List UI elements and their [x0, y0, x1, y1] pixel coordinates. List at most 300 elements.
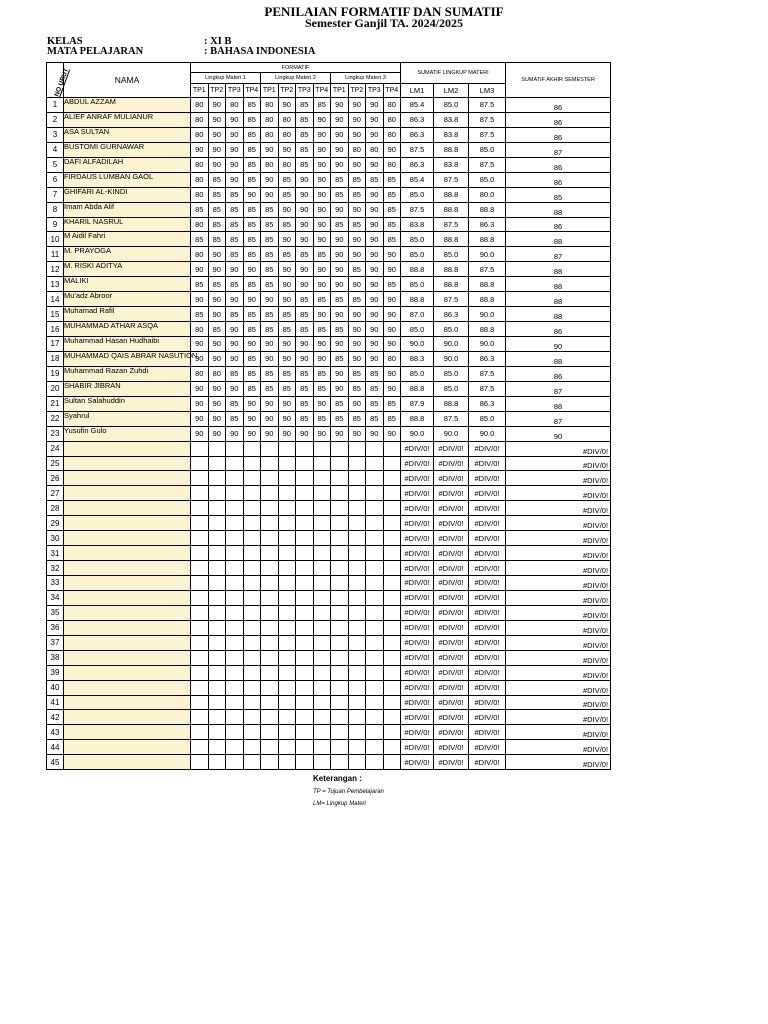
tp-score: 90 [348, 396, 366, 411]
tp-score: 80 [383, 98, 401, 113]
tp-score: 85 [261, 307, 279, 322]
tp-score: 90 [208, 351, 226, 366]
tp-score-empty [278, 695, 296, 710]
row-number: 32 [47, 561, 64, 576]
tp-score-empty [226, 695, 244, 710]
lm3-header: LM3 [469, 84, 506, 98]
tp-score: 90 [208, 337, 226, 352]
tp-score-empty [226, 710, 244, 725]
tp-score-empty [366, 755, 384, 770]
tp-score-empty [243, 710, 261, 725]
tp-score: 90 [226, 157, 244, 172]
tp-score-empty [208, 516, 226, 531]
tp-score-empty [331, 590, 349, 605]
tp-score-empty [261, 471, 279, 486]
tp-score: 85 [296, 322, 314, 337]
tp-score-empty [296, 516, 314, 531]
lm-error: #DIV/0! [434, 441, 469, 456]
tp-score-empty [191, 680, 209, 695]
row-number: 40 [47, 680, 64, 695]
row-number: 43 [47, 725, 64, 740]
lm-score: 88.8 [434, 187, 469, 202]
tp-score: 90 [243, 187, 261, 202]
table-row-empty [47, 590, 611, 605]
tp-score: 90 [208, 411, 226, 426]
tp-score: 85 [226, 247, 244, 262]
tp-score: 90 [243, 292, 261, 307]
row-number: 22 [47, 411, 64, 426]
tp-score-empty [348, 755, 366, 770]
tp-score: 90 [331, 381, 349, 396]
row-number: 15 [47, 307, 64, 322]
tp-score-empty [261, 590, 279, 605]
tp-score-empty [278, 635, 296, 650]
lm-score: 86.3 [401, 112, 434, 127]
student-name-empty [64, 740, 191, 755]
tp-score-empty [191, 531, 209, 546]
row-number: 44 [47, 740, 64, 755]
lm-score: 80.0 [469, 187, 506, 202]
tp-score: 90 [348, 112, 366, 127]
lm-error: #DIV/0! [434, 590, 469, 605]
tp-score-empty [191, 471, 209, 486]
tp-score: 85 [278, 366, 296, 381]
student-name: Sultan Salahuddin [64, 396, 191, 411]
tp-score-empty [226, 576, 244, 591]
tp-score-empty [278, 605, 296, 620]
tp-score-empty [243, 680, 261, 695]
tp-score: 90 [348, 322, 366, 337]
lm-score: 85.0 [401, 366, 434, 381]
tp-score-empty [348, 546, 366, 561]
row-number: 4 [47, 142, 64, 157]
tp-score: 90 [296, 187, 314, 202]
tp-score-empty [383, 680, 401, 695]
tp-score-empty [261, 531, 279, 546]
tp-score: 85 [278, 217, 296, 232]
lm-error: #DIV/0! [469, 665, 506, 680]
tp-score: 85 [278, 172, 296, 187]
tp-score: 85 [383, 232, 401, 247]
tp-score: 85 [331, 187, 349, 202]
tp-score: 80 [278, 157, 296, 172]
tp-score: 85 [331, 292, 349, 307]
tp-score: 85 [226, 277, 244, 292]
tp-score: 90 [348, 202, 366, 217]
tp-score: 90 [191, 262, 209, 277]
tp-score: 90 [313, 277, 331, 292]
tp-score: 90 [366, 262, 384, 277]
tp-score-empty [226, 471, 244, 486]
tp-score-empty [348, 650, 366, 665]
tp-score-empty [261, 516, 279, 531]
tp-score: 85 [208, 322, 226, 337]
row-number: 42 [47, 710, 64, 725]
tp-score: 85 [261, 381, 279, 396]
lm-error: #DIV/0! [434, 486, 469, 501]
tp-score: 90 [366, 351, 384, 366]
lm-error: #DIV/0! [401, 605, 434, 620]
table-row [47, 307, 611, 322]
tp-score-empty [296, 620, 314, 635]
tp-header: TP2 [348, 84, 366, 98]
tp-score-empty [296, 441, 314, 456]
tp-score-empty [296, 605, 314, 620]
lm-error: #DIV/0! [434, 635, 469, 650]
lm-score: 87.5 [434, 217, 469, 232]
tp-score: 90 [366, 277, 384, 292]
tp-score: 90 [331, 157, 349, 172]
table-row [47, 366, 611, 381]
tp-score: 90 [278, 426, 296, 441]
student-name-empty [64, 561, 191, 576]
lm-score: 85.4 [401, 98, 434, 113]
tp-score: 90 [191, 292, 209, 307]
tp-score: 90 [208, 98, 226, 113]
tp-score-empty [296, 680, 314, 695]
lm-error: #DIV/0! [401, 441, 434, 456]
tp-header: TP1 [331, 84, 349, 98]
row-number: 7 [47, 187, 64, 202]
tp-score: 90 [366, 187, 384, 202]
tp-score-empty [331, 710, 349, 725]
lm-score: 85.0 [469, 172, 506, 187]
tp-score-empty [243, 576, 261, 591]
tp-score-empty [226, 755, 244, 770]
tp-score: 80 [261, 127, 279, 142]
lm-error: #DIV/0! [401, 590, 434, 605]
tp-score-empty [366, 725, 384, 740]
row-number: 36 [47, 620, 64, 635]
tp-score: 90 [313, 232, 331, 247]
lm-error: #DIV/0! [469, 486, 506, 501]
row-number: 17 [47, 337, 64, 352]
mapel-value: : BAHASA INDONESIA [204, 46, 316, 57]
tp-score-empty [366, 605, 384, 620]
tp-score-empty [278, 531, 296, 546]
lm-error: #DIV/0! [469, 605, 506, 620]
sumatif-akhir-error: #DIV/0! [506, 531, 611, 546]
tp-score-empty [226, 620, 244, 635]
tp-score: 85 [261, 277, 279, 292]
tp-score-empty [208, 620, 226, 635]
tp-score: 90 [383, 381, 401, 396]
sumatif-akhir-score: 88 [506, 202, 611, 217]
table-row-empty [47, 620, 611, 635]
row-number: 45 [47, 755, 64, 770]
tp-score: 80 [191, 127, 209, 142]
student-name: FIRDAUS LUMBAN GAOL [64, 172, 191, 187]
tp-score: 85 [366, 381, 384, 396]
tp-score: 90 [366, 127, 384, 142]
tp-header: TP1 [191, 84, 209, 98]
tp-score-empty [191, 695, 209, 710]
tp-score: 90 [383, 247, 401, 262]
tp-score: 85 [366, 172, 384, 187]
tp-score: 85 [226, 366, 244, 381]
lm1-header: LM1 [401, 84, 434, 98]
tp-score: 90 [226, 112, 244, 127]
tp-score: 85 [243, 142, 261, 157]
tp-score-empty [331, 740, 349, 755]
tp-score-empty [313, 441, 331, 456]
tp-score-empty [313, 635, 331, 650]
lm-error: #DIV/0! [401, 620, 434, 635]
tp-score-empty [383, 620, 401, 635]
tp-score: 90 [226, 337, 244, 352]
lm-score: 88.8 [469, 277, 506, 292]
tp-score: 85 [243, 202, 261, 217]
tp-score: 85 [348, 187, 366, 202]
tp-score-empty [366, 486, 384, 501]
lm-error: #DIV/0! [469, 740, 506, 755]
sumatif-akhir-score: 86 [506, 366, 611, 381]
tp-score-empty [313, 516, 331, 531]
sumatif-akhir-error: #DIV/0! [506, 546, 611, 561]
tp-score-empty [296, 531, 314, 546]
student-name: Mu'adz Abroor [64, 292, 191, 307]
lm2-header: LM2 [434, 84, 469, 98]
lm-score: 85.0 [401, 247, 434, 262]
lm-score: 83.8 [434, 127, 469, 142]
tp-score-empty [208, 740, 226, 755]
tp-score: 85 [226, 411, 244, 426]
table-row-empty [47, 576, 611, 591]
tp-score-empty [243, 755, 261, 770]
tp-score-empty [313, 576, 331, 591]
lm-score: 88.8 [434, 277, 469, 292]
tp-score-empty [383, 456, 401, 471]
tp-score-empty [278, 710, 296, 725]
tp-score-empty [383, 635, 401, 650]
student-name-empty [64, 665, 191, 680]
tp-score: 90 [331, 142, 349, 157]
tp-score: 80 [383, 112, 401, 127]
tp-score: 90 [191, 411, 209, 426]
tp-score: 85 [296, 112, 314, 127]
row-number: 34 [47, 590, 64, 605]
lingkup-materi-3-header: Lingkup Materi 3 [331, 73, 401, 84]
student-name-empty [64, 605, 191, 620]
tp-score: 85 [261, 366, 279, 381]
lm-error: #DIV/0! [434, 561, 469, 576]
table-row-empty [47, 605, 611, 620]
tp-score: 90 [313, 157, 331, 172]
tp-score-empty [348, 620, 366, 635]
tp-score: 90 [208, 157, 226, 172]
tp-score-empty [383, 576, 401, 591]
lm-error: #DIV/0! [469, 576, 506, 591]
tp-score: 90 [313, 396, 331, 411]
tp-score: 85 [243, 98, 261, 113]
table-row [47, 232, 611, 247]
tp-score: 90 [331, 98, 349, 113]
table-row-empty [47, 635, 611, 650]
lm-score: 85.0 [434, 322, 469, 337]
student-name: SHABIR JIBRAN [64, 381, 191, 396]
tp-score-empty [243, 471, 261, 486]
row-number: 2 [47, 112, 64, 127]
tp-score-empty [191, 605, 209, 620]
row-number: 33 [47, 576, 64, 591]
tp-score-empty [296, 695, 314, 710]
tp-score-empty [296, 456, 314, 471]
lm-error: #DIV/0! [469, 546, 506, 561]
student-name-empty [64, 531, 191, 546]
tp-score-empty [191, 516, 209, 531]
tp-score-empty [296, 725, 314, 740]
tp-score-empty [383, 471, 401, 486]
tp-score-empty [383, 605, 401, 620]
sumatif-akhir-header: SUMATIF AKHIR SEMESTER [506, 63, 611, 98]
student-name-empty [64, 546, 191, 561]
tp-score: 90 [313, 217, 331, 232]
tp-score: 90 [366, 232, 384, 247]
sumatif-akhir-score: 85 [506, 187, 611, 202]
sumatif-akhir-error: #DIV/0! [506, 561, 611, 576]
table-row [47, 202, 611, 217]
tp-score: 90 [313, 127, 331, 142]
tp-score: 85 [348, 366, 366, 381]
lm-error: #DIV/0! [401, 531, 434, 546]
table-row [47, 262, 611, 277]
tp-score-empty [366, 620, 384, 635]
tp-score: 90 [313, 307, 331, 322]
student-name-empty [64, 695, 191, 710]
sumatif-akhir-error: #DIV/0! [506, 710, 611, 725]
tp-score: 80 [348, 142, 366, 157]
tp-score: 80 [261, 112, 279, 127]
lm-score: 85.0 [401, 277, 434, 292]
tp-score: 85 [226, 217, 244, 232]
tp-score: 85 [383, 396, 401, 411]
tp-score-empty [313, 561, 331, 576]
tp-score: 85 [331, 322, 349, 337]
tp-score: 85 [243, 127, 261, 142]
tp-score: 90 [366, 307, 384, 322]
notes-heading: Keterangan : [313, 774, 362, 783]
tp-score-empty [366, 680, 384, 695]
tp-header: TP4 [313, 84, 331, 98]
lm-score: 85.0 [434, 381, 469, 396]
lm-score: 87.5 [401, 142, 434, 157]
student-name: DAFI ALFADILAH [64, 157, 191, 172]
tp-score-empty [208, 710, 226, 725]
page-title: PENILAIAN FORMATIF DAN SUMATIF [264, 4, 504, 19]
tp-header: TP3 [226, 84, 244, 98]
tp-score: 80 [191, 98, 209, 113]
tp-score: 90 [278, 98, 296, 113]
tp-score-empty [348, 605, 366, 620]
table-row [47, 292, 611, 307]
lm-score: 88.8 [469, 232, 506, 247]
tp-score: 85 [366, 396, 384, 411]
tp-score-empty [348, 635, 366, 650]
tp-score: 90 [348, 337, 366, 352]
tp-score: 85 [296, 142, 314, 157]
sumatif-akhir-score: 88 [506, 262, 611, 277]
tp-score: 80 [278, 127, 296, 142]
tp-score: 85 [313, 98, 331, 113]
tp-score-empty [261, 665, 279, 680]
row-number: 5 [47, 157, 64, 172]
tp-score-empty [261, 605, 279, 620]
row-number: 18 [47, 351, 64, 366]
tp-score-empty [348, 665, 366, 680]
tp-score: 85 [348, 411, 366, 426]
tp-score-empty [313, 546, 331, 561]
lm-error: #DIV/0! [469, 501, 506, 516]
tp-score: 85 [313, 381, 331, 396]
tp-score-empty [348, 441, 366, 456]
tp-score-empty [383, 516, 401, 531]
tp-score-empty [278, 590, 296, 605]
tp-score-empty [348, 516, 366, 531]
tp-score-empty [366, 546, 384, 561]
tp-score-empty [366, 441, 384, 456]
tp-score: 85 [313, 292, 331, 307]
sumatif-akhir-score: 87 [506, 411, 611, 426]
tp-score-empty [243, 486, 261, 501]
tp-score-empty [191, 665, 209, 680]
tp-score-empty [383, 441, 401, 456]
tp-score: 90 [383, 262, 401, 277]
tp-score: 85 [296, 98, 314, 113]
sumatif-akhir-score: 87 [506, 142, 611, 157]
tp-score-empty [278, 486, 296, 501]
lm-score: 90.0 [469, 337, 506, 352]
tp-score-empty [243, 546, 261, 561]
tp-score: 90 [278, 232, 296, 247]
tp-score-empty [261, 740, 279, 755]
tp-score: 90 [278, 142, 296, 157]
tp-score: 85 [296, 157, 314, 172]
lm-error: #DIV/0! [401, 650, 434, 665]
tp-score: 85 [208, 202, 226, 217]
tp-score-empty [313, 590, 331, 605]
lm-score: 88.8 [401, 262, 434, 277]
tp-score-empty [348, 561, 366, 576]
tp-score-empty [313, 710, 331, 725]
tp-score-empty [226, 516, 244, 531]
tp-score-empty [261, 501, 279, 516]
tp-score: 90 [261, 142, 279, 157]
table-row [47, 217, 611, 232]
tp-score: 90 [261, 426, 279, 441]
tp-score: 90 [208, 426, 226, 441]
sumatif-akhir-score: 86 [506, 322, 611, 337]
student-name-empty [64, 456, 191, 471]
tp-score: 90 [278, 351, 296, 366]
tp-score: 85 [208, 172, 226, 187]
sumatif-akhir-score: 86 [506, 217, 611, 232]
tp-score-empty [208, 635, 226, 650]
lm-error: #DIV/0! [469, 695, 506, 710]
tp-score: 85 [243, 366, 261, 381]
tp-score: 90 [278, 337, 296, 352]
tp-score-empty [191, 441, 209, 456]
tp-score-empty [226, 546, 244, 561]
tp-score: 90 [383, 292, 401, 307]
sumatif-akhir-error: #DIV/0! [506, 680, 611, 695]
tp-score: 90 [366, 292, 384, 307]
table-row [47, 172, 611, 187]
tp-score: 85 [296, 307, 314, 322]
tp-score-empty [383, 531, 401, 546]
tp-score-empty [261, 546, 279, 561]
tp-score-empty [348, 695, 366, 710]
lm-error: #DIV/0! [434, 605, 469, 620]
